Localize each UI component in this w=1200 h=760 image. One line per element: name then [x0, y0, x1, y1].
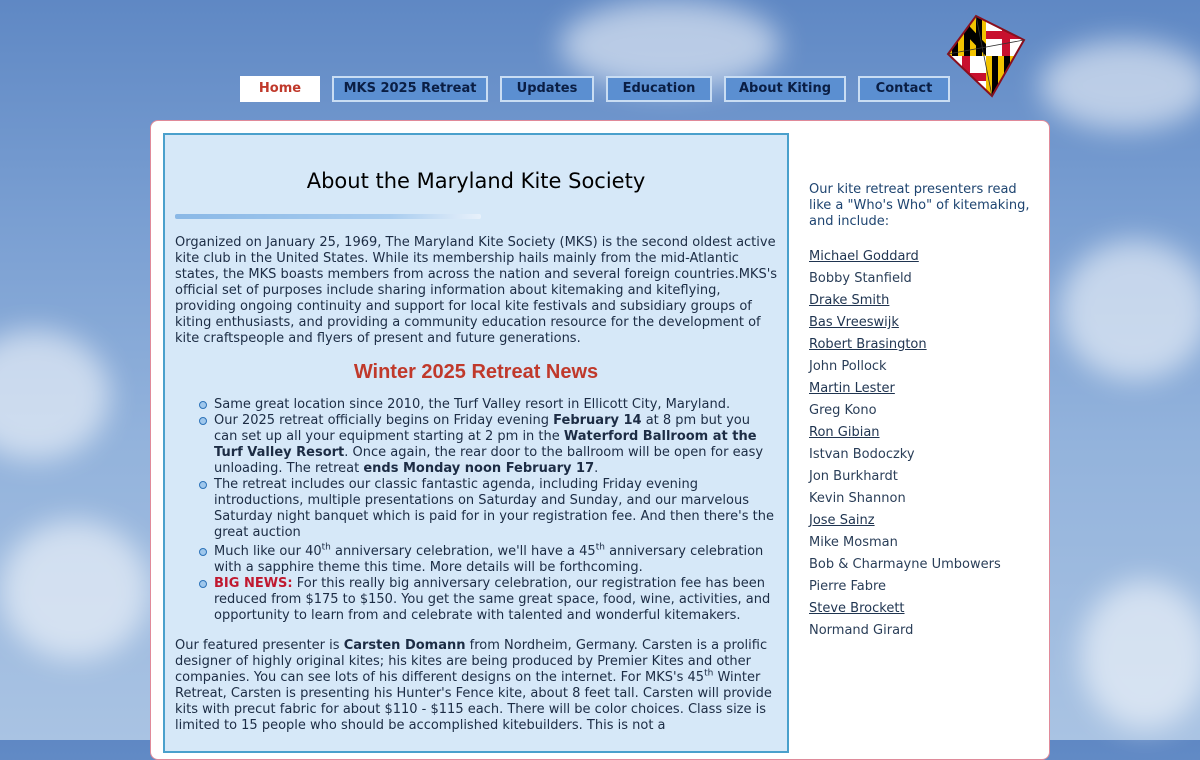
presenter-name: Pierre Fabre — [809, 579, 887, 594]
background-cloud — [1060, 240, 1200, 380]
news-bullet-location: Same great location since 2010, the Turf Valley resort in Ellicott City, Maryland. — [197, 397, 777, 413]
nav-updates[interactable]: Updates — [500, 76, 594, 102]
big-news-label: BIG NEWS: — [214, 576, 293, 591]
nav-mks-2025-retreat[interactable]: MKS 2025 Retreat — [332, 76, 488, 102]
nav-education[interactable]: Education — [606, 76, 712, 102]
news-bullet-list — [197, 397, 777, 624]
presenter-name: John Pollock — [809, 359, 887, 374]
bullet-icon — [199, 580, 207, 588]
background-cloud — [0, 330, 110, 460]
presenter-link[interactable]: Bas Vreeswijk — [809, 315, 899, 330]
presenter-link[interactable]: Michael Goddard — [809, 249, 919, 264]
presenter-name: Istvan Bodoczky — [809, 447, 915, 462]
title-divider — [175, 214, 481, 219]
presenter-link[interactable]: Steve Brockett — [809, 601, 905, 616]
news-bullet-big-news: BIG NEWS: For this really big anniversary celebration, our registration fee has been reduced from $175 to $150. You get the same great space, food, wine, activities, and opportunity to learn from and celebrate with talented and wonderful kitemakers. — [197, 576, 777, 624]
main-column — [163, 133, 789, 753]
page-title: About the Maryland Kite Society — [306, 169, 646, 193]
bullet-icon — [199, 481, 207, 489]
sidebar-intro: Our kite retreat presenters read like a "Who's Who" of kitemaking, and include: — [809, 182, 1030, 229]
bullet-icon — [199, 401, 207, 409]
nav-about-kiting[interactable]: About Kiting — [724, 76, 846, 102]
presenter-link[interactable]: Ron Gibian — [809, 425, 880, 440]
presenter-name: Jon Burkhardt — [809, 469, 898, 484]
featured-presenter-paragraph: Our featured presenter is Carsten Domann from Nordheim, Germany. Carsten is a prolific designer of highly original kites; his kites are being produced by Premier Kites and other companies. You can see lots of his different designs on the internet. For MKS's 45th Winter Retreat, Carsten is presenting his Hunter's Fence kite, about 8 feet tall. Carsten will provide kits with precut fabric for about $110 - $115 each. There will be color choices. Class size is limited to 15 people who should be accomplished kitebuilders. This is not a — [175, 638, 772, 733]
presenter-name: Normand Girard — [809, 623, 914, 638]
news-bullet-anniversary: Much like our 40th anniversary celebration, we'll have a 45th anniversary celebration with a sapphire theme this time. More details will be forthcoming. — [197, 544, 777, 576]
news-bullet-dates: Our 2025 retreat officially begins on Friday evening February 14 at 8 pm but you can set up all your equipment starting at 2 pm in the Waterford Ballroom at the Turf Valley Resort. Once again, the rear door to the ballroom will be open for easy unloading. The retreat ends Monday noon February 17. — [197, 413, 777, 477]
presenter-link[interactable]: Martin Lester — [809, 381, 895, 396]
background-cloud — [0, 520, 150, 660]
nav-contact[interactable]: Contact — [858, 76, 950, 102]
presenter-link[interactable]: Robert Brasington — [809, 337, 927, 352]
news-bullet-agenda: The retreat includes our classic fantastic agenda, including Friday evening introductions, multiple presentations on Saturday and Sunday, and our marvelous Saturday night banquet which is paid for in your registration fee. And then there's the great auction — [197, 477, 777, 541]
background-cloud — [1080, 580, 1200, 730]
nav-home[interactable]: Home — [240, 76, 320, 102]
presenter-name: Kevin Shannon — [809, 491, 906, 506]
presenters-sidebar — [809, 182, 1039, 642]
bullet-icon — [199, 548, 207, 556]
presenter-name: Bob & Charmayne Umbowers — [809, 557, 1001, 572]
presenter-name: Mike Mosman — [809, 535, 898, 550]
intro-paragraph: Organized on January 25, 1969, The Maryland Kite Society (MKS) is the second oldest active kite club in the United States. While its membership hails mainly from the mid-Atlantic states, the MKS boasts members from across the nation and several foreign countries.MKS's official set of purposes include sharing information about kitemaking and kiteflying, providing ongoing continuity and support for local kite festivals and subsidiary groups of kiting enthusiasts, and providing a community education resource for the development of kite craftspeople and flyers of present and future generations. — [175, 235, 778, 346]
presenter-link[interactable]: Drake Smith — [809, 293, 890, 308]
presenter-list — [809, 246, 1039, 642]
presenter-name: Bobby Stanfield — [809, 271, 912, 286]
presenter-name: Greg Kono — [809, 403, 877, 418]
main-nav — [0, 76, 1200, 102]
presenter-link[interactable]: Jose Sainz — [809, 513, 875, 528]
bullet-icon — [199, 417, 207, 425]
news-heading: Winter 2025 Retreat News — [353, 361, 599, 383]
